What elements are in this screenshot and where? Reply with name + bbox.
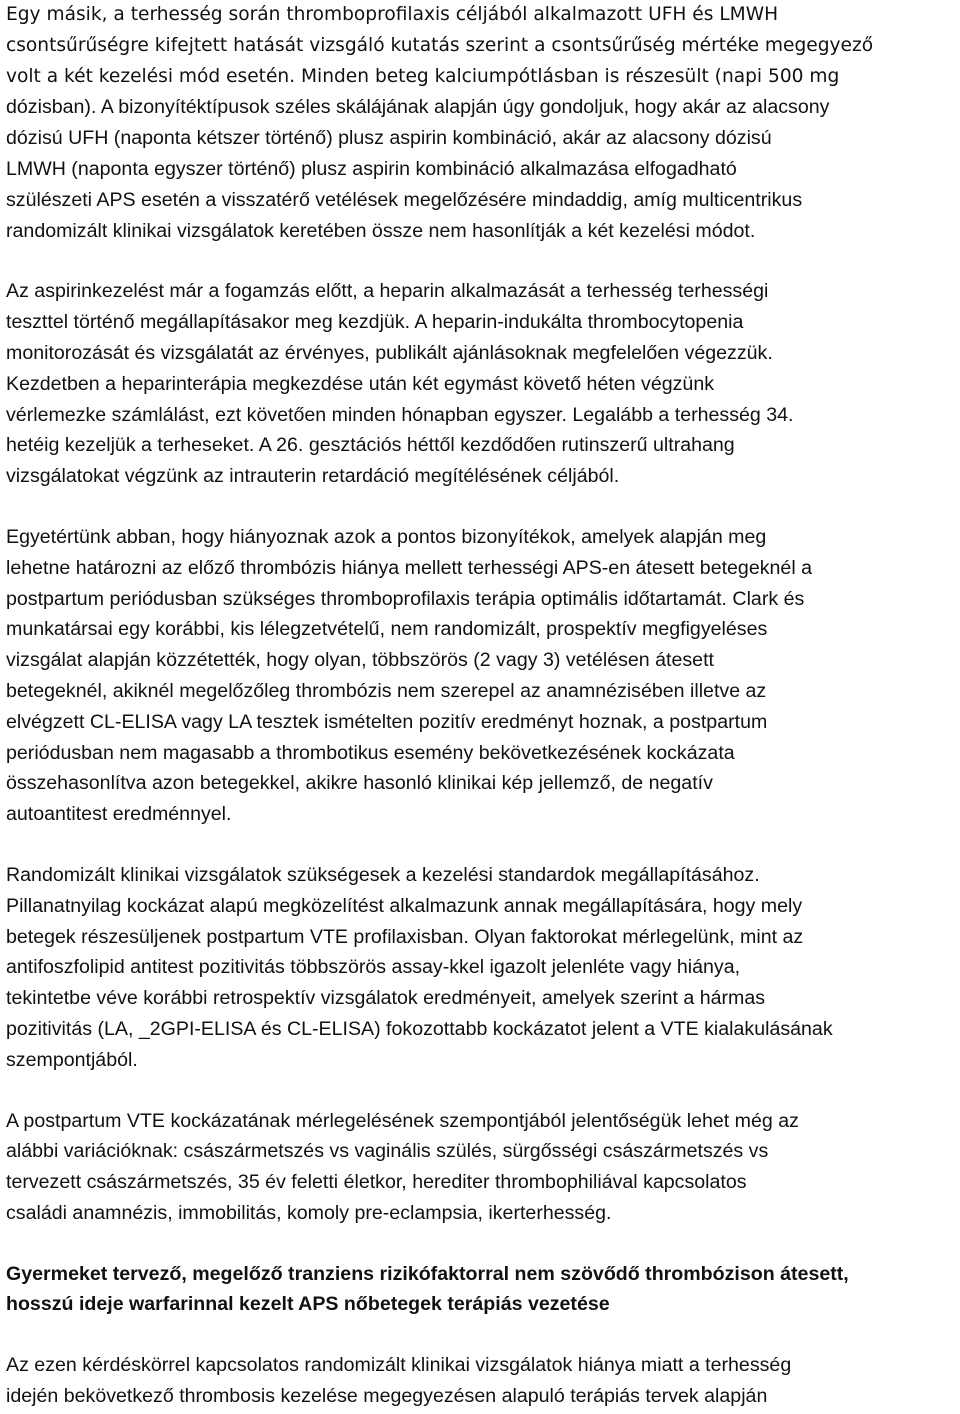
text-line: periódusban nem magasabb a thrombotikus esemény bekövetkezésének kockázata xyxy=(6,741,735,764)
section-heading xyxy=(6,1259,952,1321)
text-line: Az ezen kérdéskörrel kapcsolatos randomizált klinikai vizsgálatok hiánya miatt a terhesség xyxy=(6,1354,792,1377)
text-line: LMWH (naponta egyszer történő) plusz aspirin kombináció alkalmazása elfogadható xyxy=(6,157,737,180)
paragraph-gap xyxy=(6,830,952,860)
paragraph-gap xyxy=(6,1320,952,1350)
text-line: elvégzett CL-ELISA vagy LA tesztek ismételten pozitív eredményt hoznak, a postpartum xyxy=(6,710,768,733)
text-line: szempontjából. xyxy=(6,1048,138,1071)
text-line: antifoszfolipid antitest pozitivitás többszörös assay-kkel igazolt jelenléte vagy hiánya, xyxy=(6,956,741,979)
heading-line: Gyermeket tervező, megelőző tranziens rizikófaktorral nem szövődő thrombózison átesett, xyxy=(6,1262,849,1285)
text-line: szülészeti APS esetén a visszatérő vetélések megelőzésére mindaddig, amíg multicentrikus xyxy=(6,188,803,211)
text-line: teszttel történő megállapításakor meg kezdjük. A heparin-indukálta thrombocytopenia xyxy=(6,311,744,334)
text-line: betegeknél, akiknél megelőzőleg thrombózis nem szerepel az anamnézisében illetve az xyxy=(6,679,767,702)
text-line: Egyetértünk abban, hogy hiányoznak azok a pontos bizonyítékok, amelyek alapján meg xyxy=(6,525,767,548)
text-line: munkatársai egy korábbi, kis lélegzetvételű, nem randomizált, prospektív megfigyeléses xyxy=(6,618,768,641)
text-line: tervezett császármetszés, 35 év feletti életkor, herediter thrombophiliával kapcsolatos xyxy=(6,1171,747,1194)
paragraph-final xyxy=(6,1350,952,1412)
text-line: Randomizált klinikai vizsgálatok szükségesek a kezelési standardok megállapításához. xyxy=(6,863,760,886)
heading-line: hosszú ideje warfarinnal kezelt APS nőbetegek terápiás vezetése xyxy=(6,1293,610,1316)
text-line: hetéig kezeljük a terheseket. A 26. gesztációs héttől kezdődően rutinszerű ultrahang xyxy=(6,434,735,457)
text-line: betegek részesüljenek postpartum VTE profilaxisban. Olyan faktorokat mérlegelünk, mint az xyxy=(6,925,804,948)
text-line: Kezdetben a heparinterápia megkezdése után két egymást követő héten végzünk xyxy=(6,372,715,395)
text-line: alábbi variációknak: császármetszés vs vaginális szülés, sürgősségi császármetszés vs xyxy=(6,1140,769,1163)
text-line: postpartum periódusban szükséges thromboprofilaxis terápia optimális időtartamát. Clark és xyxy=(6,587,805,610)
text-line: dózisban). A bizonyítéktípusok széles skálájának alapján úgy gondoljuk, hogy akár az alacsony xyxy=(6,96,830,119)
text-line: autoantitest eredménnyel. xyxy=(6,803,232,826)
paragraph-gap xyxy=(6,1229,952,1259)
paragraph-gap xyxy=(6,492,952,522)
text-line: vérlemezke számlálást, ezt követően minden hónapban egyszer. Legalább a terhesség 34. xyxy=(6,403,794,426)
text-line: A postpartum VTE kockázatának mérlegelésének szempontjából jelentőségük lehet még az xyxy=(6,1109,799,1132)
text-line: volt a két kezelési mód esetén. Minden beteg kalciumpótlásban is részesült (napi 500 mg xyxy=(6,65,840,87)
text-line: tekintetbe véve korábbi retrospektív vizsgálatok eredményeit, amelyek szerint a hármas xyxy=(6,987,766,1010)
paragraph-postpartum-evidence xyxy=(6,522,952,830)
paragraph-risk-based-approach xyxy=(6,860,952,1076)
text-line: dózisú UFH (naponta kétszer történő) plusz aspirin kombináció, akár az alacsony dózisú xyxy=(6,127,772,150)
paragraph-vte-risk-variations xyxy=(6,1106,952,1229)
text-line: csontsűrűségre kifejtett hatását vizsgáló kutatás szerint a csontsűrűség mértéke megegyező xyxy=(6,34,874,56)
paragraph-gap xyxy=(6,1076,952,1106)
text-line: családi anamnézis, immobilitás, komoly pre-eclampsia, ikerterhesség. xyxy=(6,1201,612,1224)
paragraph-gap xyxy=(6,246,952,276)
text-line: vizsgálatokat végzünk az intrauterin retardáció megítélésének céljából. xyxy=(6,465,620,488)
text-line: randomizált klinikai vizsgálatok keretében össze nem hasonlítják a két kezelési módot. xyxy=(6,219,756,242)
paragraph-bone-density xyxy=(6,0,952,246)
text-line: Az aspirinkezelést már a fogamzás előtt, a heparin alkalmazását a terhesség terhességi xyxy=(6,280,769,303)
text-line: vizsgálat alapján közzétették, hogy olyan, többszörös (2 vagy 3) vetélésen átesett xyxy=(6,649,714,672)
text-line: idején bekövetkező thrombosis kezelése megegyezésen alapuló terápiás tervek alapján xyxy=(6,1385,768,1408)
paragraph-aspirin-heparin xyxy=(6,276,952,492)
text-line: Pillanatnyilag kockázat alapú megközelítést alkalmazunk annak megállapítására, hogy mely xyxy=(6,894,803,917)
text-line: monitorozását és vizsgálatát az érvényes, publikált ajánlásoknak megfelelően végezzük. xyxy=(6,341,773,364)
text-line: lehetne határozni az előző thrombózis hiánya mellett terhességi APS-en átesett betegeknél a xyxy=(6,556,813,579)
text-line: Egy másik, a terhesség során thromboprofilaxis céljából alkalmazott UFH és LMWH xyxy=(6,4,779,25)
text-line: pozitivitás (LA, _2GPI-ELISA és CL-ELISA) fokozottabb kockázatot jelent a VTE kialakulásának xyxy=(6,1017,833,1040)
text-line: összehasonlítva azon betegekkel, akikre hasonló klinikai kép jellemző, de negatív xyxy=(6,772,713,795)
